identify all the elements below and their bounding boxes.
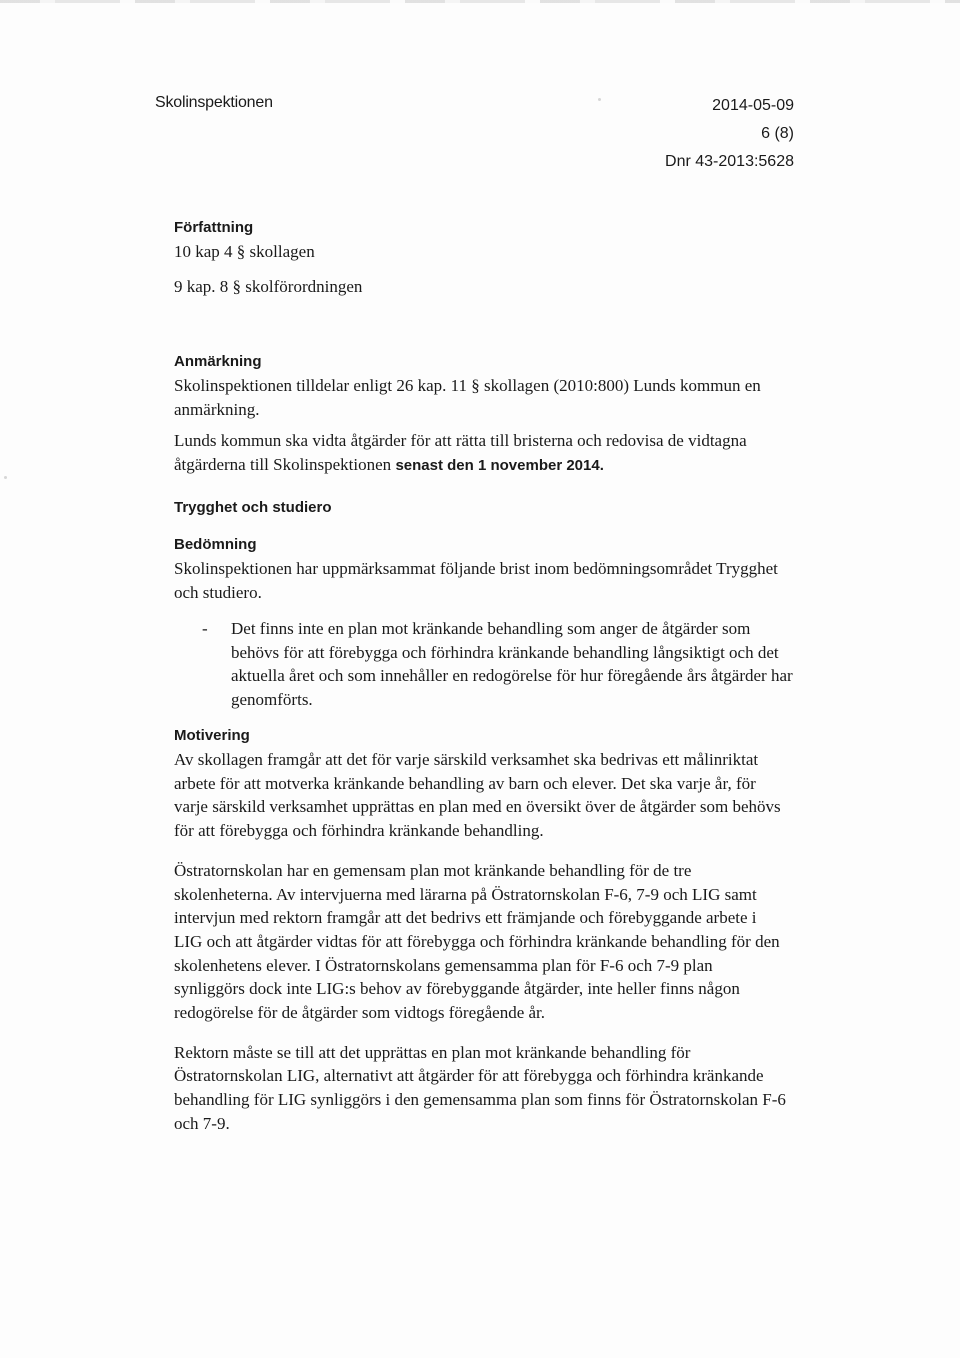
anmarkning-paragraph-2 — [174, 429, 794, 477]
motivering-paragraph-3: Rektorn måste se till att det upprättas en plan mot kränkande behandling för Östratornskolan LIG, alternativt att åtgärder för att förebygga och förhindra kränkande behandling för LIG synliggörs i den gemensamma plan som finns för Östratornskolan F-6 och 7-9. — [174, 1042, 786, 1133]
bedomning-section — [174, 536, 794, 604]
anmarkning-deadline: senast den 1 november 2014. — [395, 457, 604, 475]
diary-number: Dnr 43-2013:5628 — [665, 153, 794, 170]
organization-name: Skolinspektionen — [155, 94, 273, 111]
anmarkning-heading: Anmärkning — [174, 353, 262, 370]
anmarkning-section — [174, 353, 794, 478]
forfattning-line-2: 9 kap. 8 § skolförordningen — [174, 276, 363, 296]
section-title-block — [174, 499, 794, 516]
scan-speck — [598, 98, 601, 101]
bullet-dash: - — [202, 619, 208, 638]
motivering-section — [174, 727, 794, 1136]
bullet-text: Det finns inte en plan mot kränkande behandling som anger de åtgärder som behövs för att förebygga och förhindra kränkande behandling långsiktigt och det aktuella året och som innehåller en redogörelse för hur föregående års åtgärder har genomförts. — [231, 619, 793, 710]
scan-edge — [0, 0, 960, 3]
anmarkning-paragraph-1: Skolinspektionen tilldelar enligt 26 kap. 11 § skollagen (2010:800) Lunds kommun en anmärkning. — [174, 376, 761, 419]
motivering-paragraph-2: Östratornskolan har en gemensam plan mot kränkande behandling för de tre skolenheterna. Av intervjuerna med lärarna på Östratornskolan F-6, 7-9 och LIG samt intervjun med rektorn framgår att det bedrivs ett främjande och förebyggande arbete i LIG och att åtgärder vidtas för att förebygga och förhindra kränkande behandling för den skolenhetens elever. I Östratornskolans gemensamma plan för F-6 och 7-9 plan synliggörs dock inte LIG:s behov av förebyggande åtgärder, inte heller finns någon redogörelse för de åtgärder som vidtogs föregående år. — [174, 860, 780, 1023]
motivering-paragraph-1: Av skollagen framgår att det för varje särskild verksamhet ska bedrivas ett målinriktat arbete för att motverka kränkande behandling av barn och elever. Det ska varje år, för varje särskild verksamhet upprättas en plan med en översikt över de åtgärder som behövs för att förebygga och förhindra kränkande behandling. — [174, 750, 781, 841]
bedomning-heading: Bedömning — [174, 536, 257, 553]
forfattning-heading: Författning — [174, 219, 254, 236]
forfattning-section — [174, 219, 794, 298]
section-title: Trygghet och studiero — [174, 499, 332, 516]
bedomning-paragraph: Skolinspektionen har uppmärksammat följande brist inom bedömningsområdet Trygghet och studiero. — [174, 559, 778, 602]
motivering-heading: Motivering — [174, 727, 250, 744]
forfattning-line-1: 10 kap 4 § skollagen — [174, 242, 315, 261]
document-meta — [665, 94, 794, 176]
document-date: 2014-05-09 — [712, 97, 794, 114]
anmarkning-paragraph-2-text: Lunds kommun ska vidta åtgärder för att rätta till bristerna och redovisa de vidtagna åtgärderna till Skolinspektionen — [174, 431, 747, 475]
scan-speck — [4, 476, 7, 479]
page-number: 6 (8) — [761, 125, 794, 142]
bedomning-bullet — [202, 617, 802, 712]
